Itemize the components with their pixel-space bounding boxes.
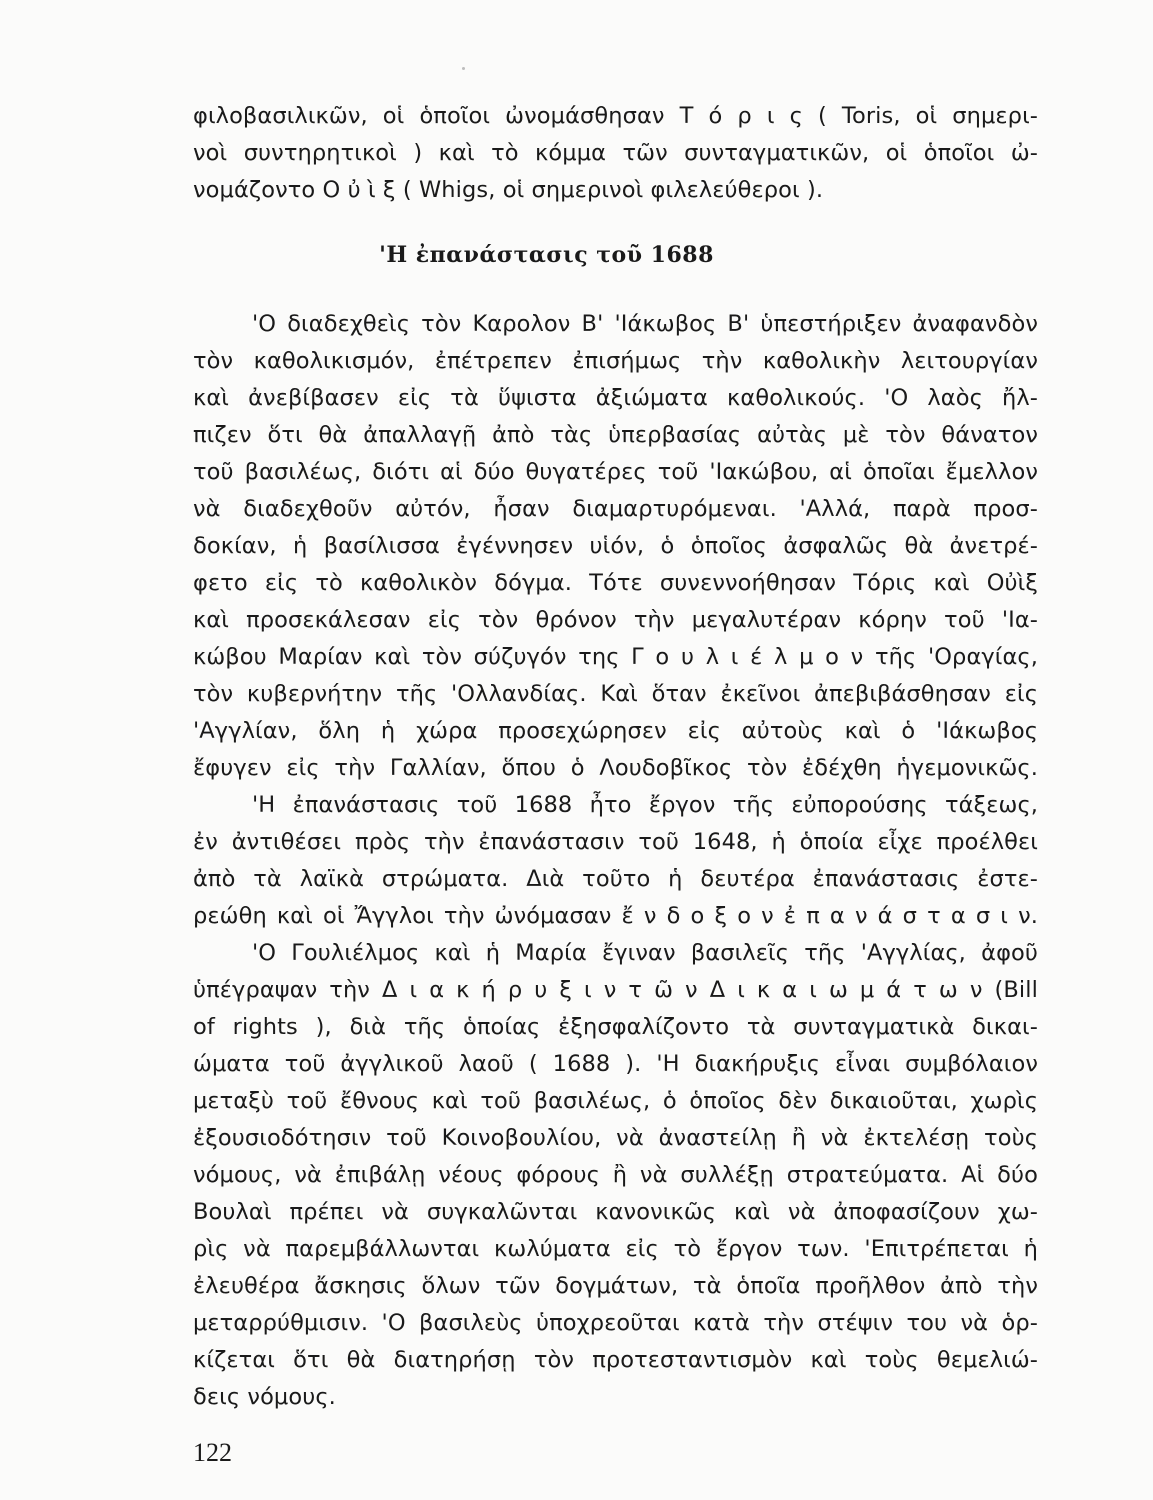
text-line: νομάζοντο Ο ὐ ὶ ξ ( Whigs, οἱ σημερινοὶ φιλελεύθεροι ). <box>193 177 824 203</box>
text-line: 'Αγγλίαν, ὅλη ἡ χώρα προσεχώρησεν εἰς αὐτοὺς καὶ ὁ 'Ιάκωβος <box>193 718 1038 744</box>
text-line: ἐξουσιοδότησιν τοῦ Κοινοβουλίου, νὰ ἀναστείλῃ ἢ νὰ ἐκτελέσῃ τοὺς <box>193 1125 1038 1151</box>
text-line: ἐν ἀντιθέσει πρὸς τὴν ἐπανάστασιν τοῦ 1648, ἡ ὁποία εἶχε προέλθει <box>193 829 1038 855</box>
text-line: νοὶ συντηρητικοὶ ) καὶ τὸ κόμμα τῶν συνταγματικῶν, οἱ ὁποῖοι ὠ- <box>193 140 1038 166</box>
text-line: ἐλευθέρα ἄσκησις ὅλων τῶν δογμάτων, τὰ ὁποῖα προῆλθον ἀπὸ τὴν <box>193 1273 1038 1299</box>
text-line: Βουλαὶ πρέπει νὰ συγκαλῶνται κανονικῶς καὶ νὰ ἀποφασίζουν χω- <box>193 1199 1038 1225</box>
section-heading: 'Η ἐπανάστασις τοῦ 1688 <box>379 242 714 268</box>
text-line: ρὶς νὰ παρεμβάλλωνται κωλύματα εἰς τὸ ἔργον των. 'Επιτρέπεται ἡ <box>193 1236 1038 1262</box>
text-line: τὸν καθολικισμόν, ἐπέτρεπεν ἐπισήμως τὴν καθολικὴν λειτουργίαν <box>193 348 1038 374</box>
text-line: κώβου Μαρίαν καὶ τὸν σύζυγόν της Γ ο υ λ ι έ λ μ ο ν τῆς 'Οραγίας, <box>193 644 1038 670</box>
text-line: μεταξὺ τοῦ ἔθνους καὶ τοῦ βασιλέως, ὁ ὁποῖος δὲν δικαιοῦται, χωρὶς <box>193 1088 1038 1114</box>
text-line: φιλοβασιλικῶν, οἱ ὁποῖοι ὠνομάσθησαν Τ ό ρ ι ς ( Toris, οἱ σημερι- <box>193 103 1038 129</box>
text-line: 'Η ἐπανάστασις τοῦ 1688 ἦτο ἔργον τῆς εὐπορούσης τάξεως, <box>252 792 1038 818</box>
text-line: ἔφυγεν εἰς τὴν Γαλλίαν, ὅπου ὁ Λουδοβῖκος τὸν ἐδέχθη ἡγεμονικῶς. <box>193 755 1038 781</box>
text-line: φετο εἰς τὸ καθολικὸν δόγμα. Τότε συνεννοήθησαν Τόρις καὶ Οὐὶξ <box>193 570 1038 596</box>
text-line: δοκίαν, ἡ βασίλισσα ἐγέννησεν υἱόν, ὁ ὁποῖος ἀσφαλῶς θὰ ἀνετρέ- <box>193 533 1038 559</box>
text-line: 'Ο Γουλιέλμος καὶ ἡ Μαρία ἔγιναν βασιλεῖς τῆς 'Αγγλίας, ἀφοῦ <box>252 940 1038 966</box>
text-line: τὸν κυβερνήτην τῆς 'Ολλανδίας. Καὶ ὅταν ἐκεῖνοι ἀπεβιβάσθησαν εἰς <box>193 681 1038 707</box>
text-line: τοῦ βασιλέως, διότι αἱ δύο θυγατέρες τοῦ 'Ιακώβου, αἱ ὁποῖαι ἔμελλον <box>193 459 1038 485</box>
print-speck <box>462 67 465 70</box>
text-line: νόμους, νὰ ἐπιβάλῃ νέους φόρους ἢ νὰ συλλέξῃ στρατεύματα. Αἱ δύο <box>193 1162 1038 1188</box>
text-line: μεταρρύθμισιν. 'Ο βασιλεὺς ὑποχρεοῦται κατὰ τὴν στέψιν του νὰ ὁρ- <box>193 1310 1038 1336</box>
text-line: ἀπὸ τὰ λαϊκὰ στρώματα. Διὰ τοῦτο ἡ δευτέρα ἐπανάστασις ἐστε- <box>193 866 1038 892</box>
text-line: καὶ προσεκάλεσαν εἰς τὸν θρόνον τὴν μεγαλυτέραν κόρην τοῦ 'Ια- <box>193 607 1038 633</box>
text-line: of rights ), διὰ τῆς ὁποίας ἐξησφαλίζοντο τὰ συνταγματικὰ δικαι- <box>193 1014 1038 1040</box>
text-line: 'Ο διαδεχθεὶς τὸν Καρολον Β' 'Ιάκωβος Β' ὑπεστήριξεν ἀναφανδὸν <box>252 311 1038 337</box>
text-line: καὶ ἀνεβίβασεν εἰς τὰ ὕψιστα ἀξιώματα καθολικούς. 'Ο λαὸς ἤλ- <box>193 385 1038 411</box>
text-line: νὰ διαδεχθοῦν αὐτόν, ἦσαν διαμαρτυρόμεναι. 'Αλλά, παρὰ προσ- <box>193 496 1038 522</box>
text-line: ὑπέγραψαν τὴν Δ ι α κ ή ρ υ ξ ι ν τ ῶ ν Δ ι κ α ι ω μ ά τ ω ν (Bill <box>193 977 1038 1003</box>
text-line: κίζεται ὅτι θὰ διατηρήσῃ τὸν προτεσταντισμὸν καὶ τοὺς θεμελιώ- <box>193 1347 1038 1373</box>
text-line: ώματα τοῦ ἀγγλικοῦ λαοῦ ( 1688 ). 'Η διακήρυξις εἶναι συμβόλαιον <box>193 1051 1038 1077</box>
text-line: πιζεν ὅτι θὰ ἀπαλλαγῇ ἀπὸ τὰς ὑπερβασίας αὐτὰς μὲ τὸν θάνατον <box>193 422 1038 448</box>
text-line: δεις νόμους. <box>193 1384 336 1410</box>
page-number: 122 <box>193 1438 232 1467</box>
text-line: ρεώθη καὶ οἱ Ἄγγλοι τὴν ὠνόμασαν ἔ ν δ ο ξ ο ν ἐ π α ν ά σ τ α σ ι ν. <box>193 903 1038 929</box>
